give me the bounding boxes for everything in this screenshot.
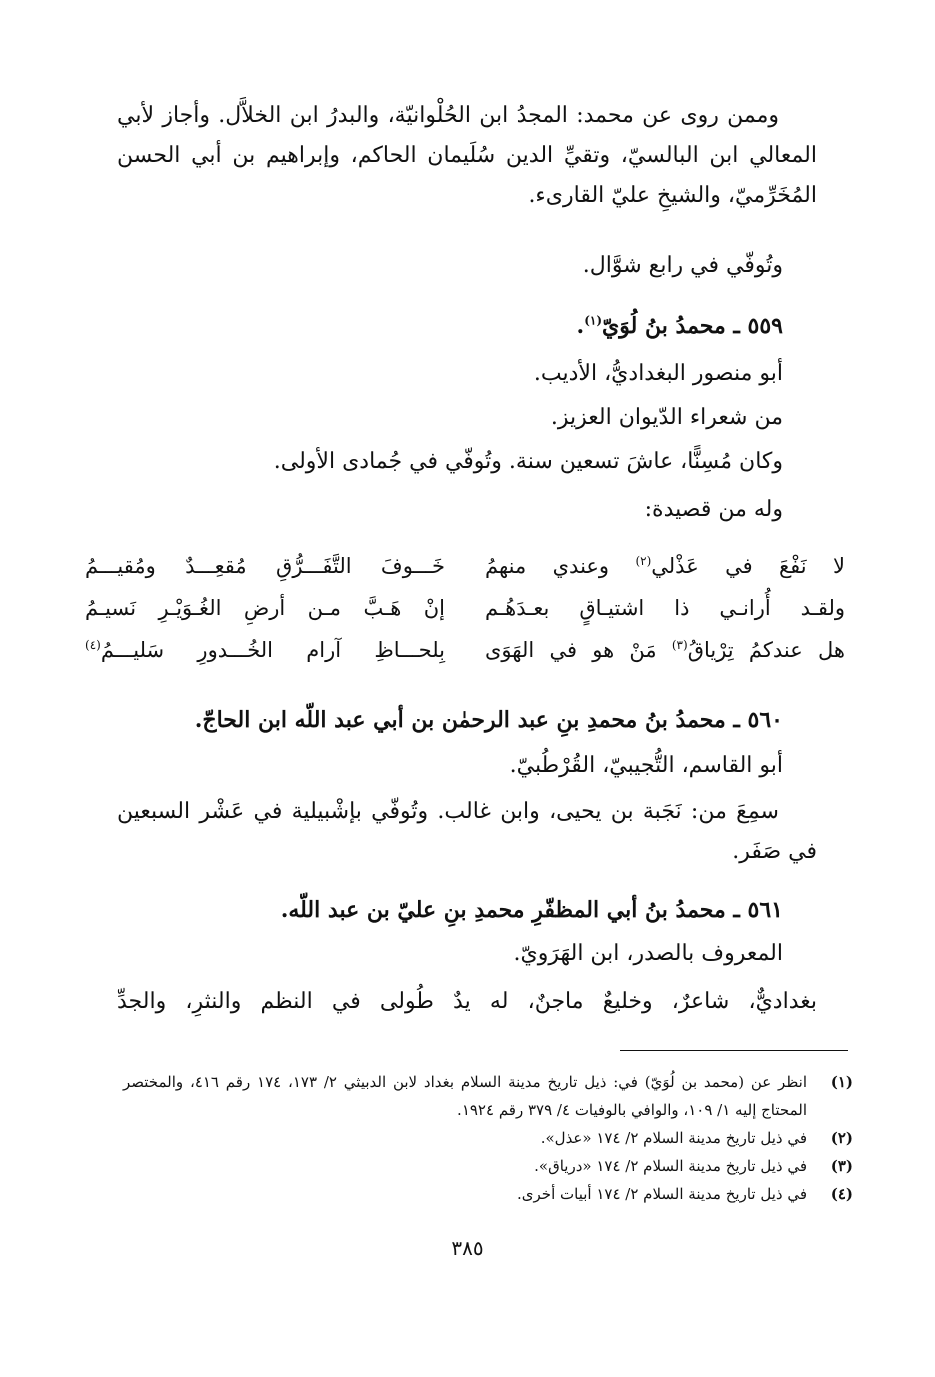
- verse-first-hemistich: [485, 548, 845, 584]
- verse-text: لا نَفْعَ في عَذْلي: [651, 554, 845, 578]
- footnote-item: [123, 1068, 853, 1124]
- verse-text: وعندي منهمُ: [485, 554, 636, 578]
- footnotes: [123, 1068, 853, 1208]
- footnote-number: (٢): [830, 1129, 853, 1147]
- footnote-text: في ذيل تاريخ مدينة السلام ٢/ ١٧٤ «عذل».: [540, 1129, 807, 1147]
- entry-560-paragraph: سمِعَ من: نَجَبة بن يحيى، وابن غالب. وتُوفّي بإشْبيلية في عَشْر السبعين في صَفَر.: [117, 799, 817, 864]
- entry-559-line-4: وله من قصيدة:: [644, 497, 783, 522]
- page-number: ٣٨٥: [451, 1236, 484, 1260]
- verse-text: بِلحـــاظِ آرام الخُـــدورِ سَليـــمُ: [100, 638, 445, 662]
- poem: [85, 548, 845, 668]
- footnote-ref-4: (٤): [85, 638, 101, 652]
- entry-560-heading: ٥٦٠ ـ محمدُ بنُ محمدِ بنِ عبد الرحمٰن بن أبي عبد اللّه ابن الحاجّ.: [194, 707, 783, 733]
- death-note-558: وتُوفّي في رابع شوَّال.: [582, 253, 783, 278]
- entry-559-heading: [83, 306, 783, 346]
- verse-second-hemistich: [85, 632, 445, 668]
- verse-text: هل عندكمُ تِرْياقُ: [687, 638, 845, 662]
- verse-first-hemistich: [485, 590, 845, 626]
- verse-second-hemistich: [85, 548, 445, 584]
- footnote-number: (٤): [830, 1185, 853, 1203]
- footnote-ref-2: (٢): [635, 554, 652, 568]
- entry-561-line-1: المعروف بالصدر، ابن الهَرَويّ.: [513, 941, 783, 966]
- footnote-text: في ذيل تاريخ مدينة السلام ٢/ ١٧٤ أبيات أخرى.: [517, 1185, 807, 1203]
- entry-559-line-1: أبو منصور البغداديُّ، الأديب.: [533, 361, 783, 386]
- verse-second-hemistich: [85, 590, 445, 626]
- intro-paragraph: وممن روى عن محمد: المجدُ ابن الحُلْوانيّة، والبدرُ ابن الخلاَّل. وأجاز لأبي المعالي ابن البالسيّ، وتقيِّ الدين سُلَيمان الحاكم، وإبراهيم بن أبي الحسن المُخَرِّميّ، والشيخِ عليّ القارىء.: [117, 103, 817, 208]
- verse-text: إنْ هَـبَّ مـن أرضِ الغُـوَيْـرِ نَسيـمُ: [85, 596, 445, 620]
- poem-verse: [85, 590, 845, 626]
- footnote-number: (٣): [830, 1157, 853, 1175]
- footnote-text: انظر عن (محمد بن لُوَيّ) في: ذيل تاريخ مدينة السلام بغداد لابن الدبيثي ٢/ ١٧٣، ١٧٤ رقم ٤١٦، والمختصر المحتاج إليه ١/ ١٠٩، والوافي بالوفيات ٤/ ٣٧٩ رقم ١٩٢٤.: [123, 1073, 807, 1119]
- entry-561-heading: ٥٦١ ـ محمدُ بنُ أبي المظفّرِ محمدِ بنِ عليّ بن عبد اللّه.: [280, 897, 783, 923]
- footnote-ref-1: (١): [584, 313, 603, 328]
- verse-first-hemistich: [485, 632, 845, 668]
- verse-text: خَـــوفَ التَّفَـــرُّقِ مُقعِـــدٌ ومُقيـــمُ: [85, 554, 445, 578]
- footnote-text: في ذيل تاريخ مدينة السلام ٢/ ١٧٤ «درياق».: [534, 1157, 807, 1175]
- footnote-item: [123, 1124, 853, 1152]
- entry-559-title-end: .: [576, 313, 585, 339]
- footnote-item: [123, 1180, 853, 1208]
- entry-559-title: ٥٥٩ ـ محمدُ بنُ لُوَيّ: [602, 313, 783, 339]
- entry-559-line-3: وكان مُسِنًّا، عاشَ تسعين سنة. وتُوفّي في جُمادى الأولى.: [273, 449, 783, 474]
- verse-text: مَنْ هو في الهَوَى: [485, 638, 672, 662]
- poem-verse: [85, 632, 845, 668]
- poem-verse: [85, 548, 845, 584]
- footnote-ref-3: (٣): [671, 638, 688, 652]
- footnote-item: [123, 1152, 853, 1180]
- entry-559-line-2: من شعراء الدّيوان العزيز.: [550, 405, 783, 430]
- footnote-number: (١): [830, 1073, 853, 1091]
- entry-560-line-1: أبو القاسم، التُّجيبيّ، القُرْطُبيّ.: [509, 753, 783, 778]
- verse-text: ولقـد أُرانـي ذا اشتيـاقٍ بعـدَهُـم: [485, 596, 845, 620]
- entry-561-paragraph: بغداديٌّ، شاعرٌ، وخليعٌ ماجنٌ، له يدٌ طُولى في النظم والنثرِ، والجدِّ: [117, 989, 817, 1014]
- footnote-separator: [620, 1050, 848, 1051]
